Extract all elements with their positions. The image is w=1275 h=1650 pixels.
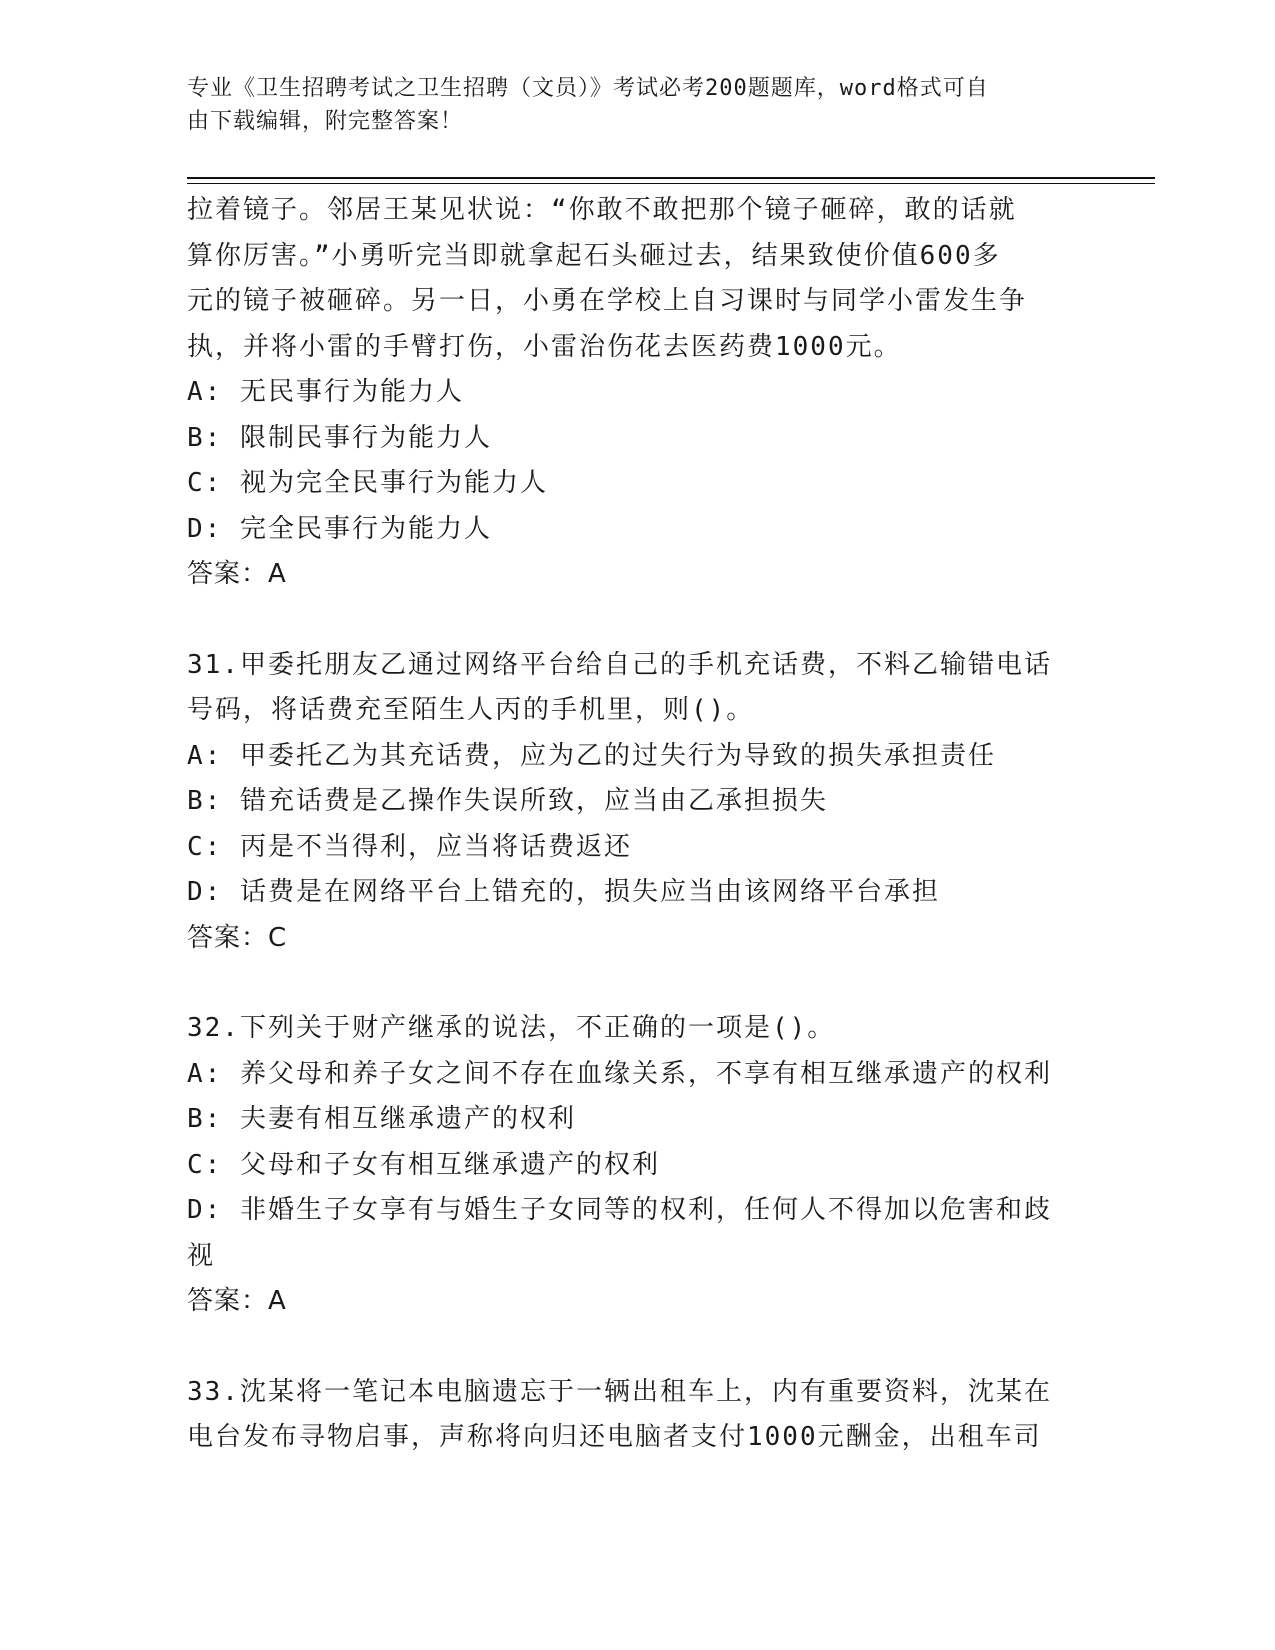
question-text-line: 31.甲委托朋友乙通过网络平台给自己的手机充话费，不料乙输错电话 [187,649,1052,680]
question-32 [187,1006,1087,1325]
option-d: D: 完全民事行为能力人 [187,513,492,544]
option-b: B: 夫妻有相互继承遗产的权利 [187,1104,576,1134]
header-line-2: 由下载编辑，附完整答案！ [187,109,464,134]
option-c: C: 视为完全民事行为能力人 [187,468,548,498]
question-text-line: 元的镜子被砸碎。另一日，小勇在学校上自习课时与同学小雷发生争 [187,286,1028,316]
answer-line: 答案：A [187,559,287,589]
question-text-line: 算你厉害。”小勇听完当即就拿起石头砸过去，结果致使价值600多 [187,240,1001,271]
question-continued [187,188,1087,598]
answer-line: 答案：C [187,922,288,953]
header-line-1: 专业《卫生招聘考试之卫生招聘（文员）》考试必考200题题库，word格式可自 [187,76,989,101]
header-rule-thick [187,177,1155,179]
option-b: B: 错充话费是乙操作失误所致，应当由乙承担损失 [187,786,828,816]
document-body [187,188,1087,1461]
question-text-line: 32.下列关于财产继承的说法，不正确的一项是()。 [187,1013,836,1043]
option-a: A: 甲委托乙为其充话费，应为乙的过失行为导致的损失承担责任 [187,740,996,771]
question-33 [187,1370,1087,1461]
question-text-line: 执，并将小雷的手臂打伤，小雷治伤花去医药费1000元。 [187,331,902,362]
answer-line: 答案：A [187,1286,287,1316]
option-c: C: 父母和子女有相互继承遗产的权利 [187,1149,660,1180]
question-text-line: 拉着镜子。邻居王某见状说：“你敢不敢把那个镜子砸碎，敢的话就 [187,195,1017,225]
question-text-line: 号码，将话费充至陌生人丙的手机里，则()。 [187,695,755,725]
question-spacer [187,1325,1087,1370]
option-a: A: 无民事行为能力人 [187,377,464,407]
option-a: A: 养父母和养子女之间不存在血缘关系，不享有相互继承遗产的权利 [187,1058,1052,1089]
question-spacer [187,598,1087,643]
option-d-continuation: 视 [187,1240,216,1271]
option-d: D: 话费是在网络平台上错充的，损失应当由该网络平台承担 [187,877,940,907]
question-31 [187,643,1087,962]
option-b: B: 限制民事行为能力人 [187,422,492,453]
header-rule-thin [187,183,1155,184]
question-text-line: 电台发布寻物启事，声称将向归还电脑者支付1000元酬金，出租车司 [187,1422,1042,1452]
question-text-line: 33.沈某将一笔记本电脑遗忘于一辆出租车上，内有重要资料，沈某在 [187,1376,1052,1407]
option-d: D: 非婚生子女享有与婚生子女同等的权利，任何人不得加以危害和歧 [187,1195,1052,1225]
option-c: C: 丙是不当得利，应当将话费返还 [187,831,632,862]
document-header [187,72,1067,138]
question-spacer [187,961,1087,1006]
